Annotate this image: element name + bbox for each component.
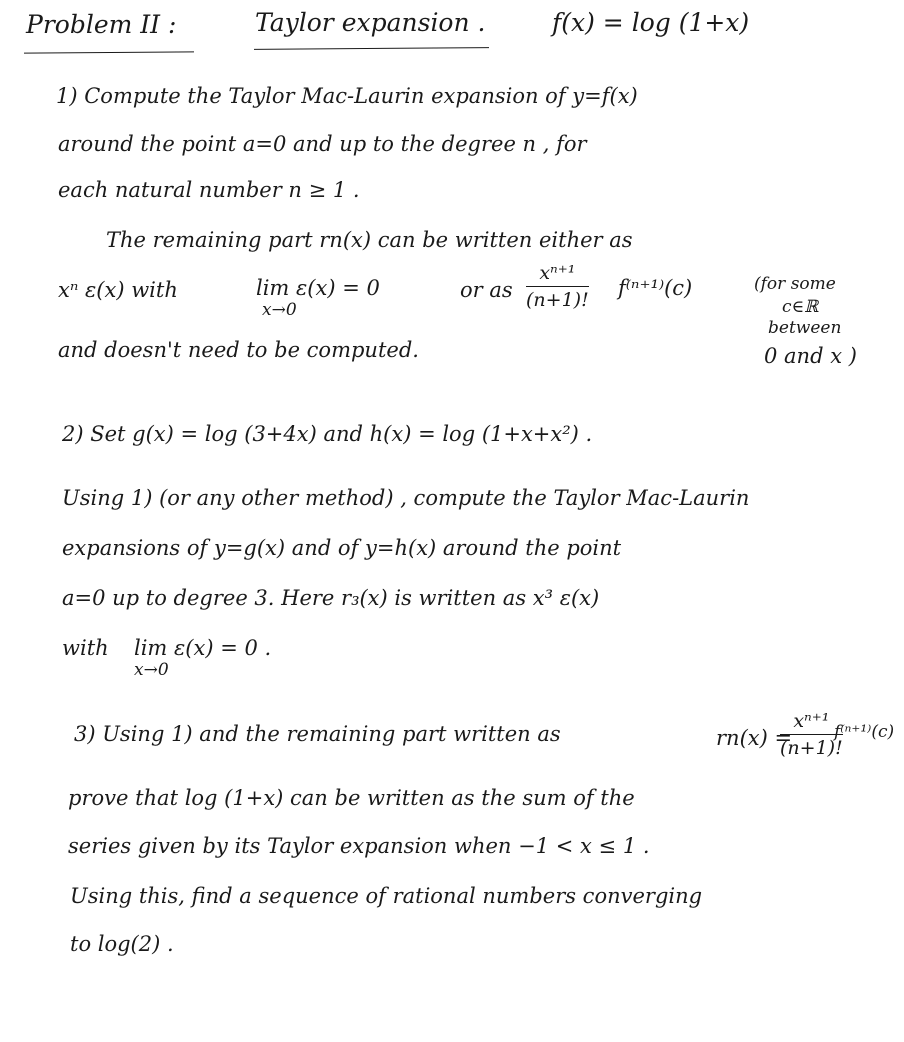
part1-line5-or: or as [460,278,513,302]
part2-line4: a=0 up to degree 3. Here r₃(x) is written as x³ ε(x) [62,586,600,610]
fraction-denominator: (n+1)! [526,289,589,311]
fraction-numerator: xⁿ⁺¹ [539,262,576,284]
fraction-numerator: xⁿ⁺¹ [793,710,830,732]
problem-underline [24,51,194,53]
problem-function: f(x) = log (1+x) [552,8,750,37]
between-note: between [768,318,842,338]
part2-limit-subscript: x→0 [134,660,169,680]
part3-line5: to log(2) . [70,932,174,956]
topic-underline [254,47,489,50]
c-in-reals-note: c∈ℝ [782,297,819,317]
part2-limit: lim ε(x) = 0 . [134,636,272,660]
part3-line3: series given by its Taylor expansion when −1 < x ≤ 1 . [68,834,650,858]
part1-limit: lim ε(x) = 0 [256,276,380,300]
part1-line2: around the point a=0 and up to the degree n , for [58,132,587,156]
part3-derivative: f⁽ⁿ⁺¹⁾(c) [834,722,895,742]
part3-line1: 3) Using 1) and the remaining part written as [74,722,561,746]
part3-remainder: rn(x) = [716,726,793,750]
part1-line1: 1) Compute the Taylor Mac-Laurin expansion of y=f(x) [56,84,638,108]
part1-fraction [526,264,589,310]
part1-line5-start: xⁿ ε(x) with [58,278,178,302]
part1-line4: The remaining part rn(x) can be written either as [106,228,633,252]
part2-line5: with [62,636,109,660]
part1-line3: each natural number n ≥ 1 . [58,178,360,202]
fraction-denominator: (n+1)! [780,737,843,759]
part1-limit-subscript: x→0 [262,300,297,320]
part3-line2: prove that log (1+x) can be written as the sum of the [68,786,635,810]
problem-topic: Taylor expansion . [255,8,486,37]
problem-number: Problem II : [26,10,177,39]
zero-and-x-note: 0 and x ) [764,344,857,368]
for-some-note: (for some [754,274,836,294]
part3-line4: Using this, find a sequence of rational numbers converging [70,884,703,908]
part2-line1: 2) Set g(x) = log (3+4x) and h(x) = log (1+x+x²) . [62,422,593,446]
part1-derivative: f⁽ⁿ⁺¹⁾(c) [618,276,693,300]
part2-line3: expansions of y=g(x) and of y=h(x) around the point [62,536,622,560]
part1-line6: and doesn't need to be computed. [58,338,419,362]
fraction-bar [526,286,589,287]
part2-line2: Using 1) (or any other method) , compute the Taylor Mac-Laurin [62,486,750,510]
